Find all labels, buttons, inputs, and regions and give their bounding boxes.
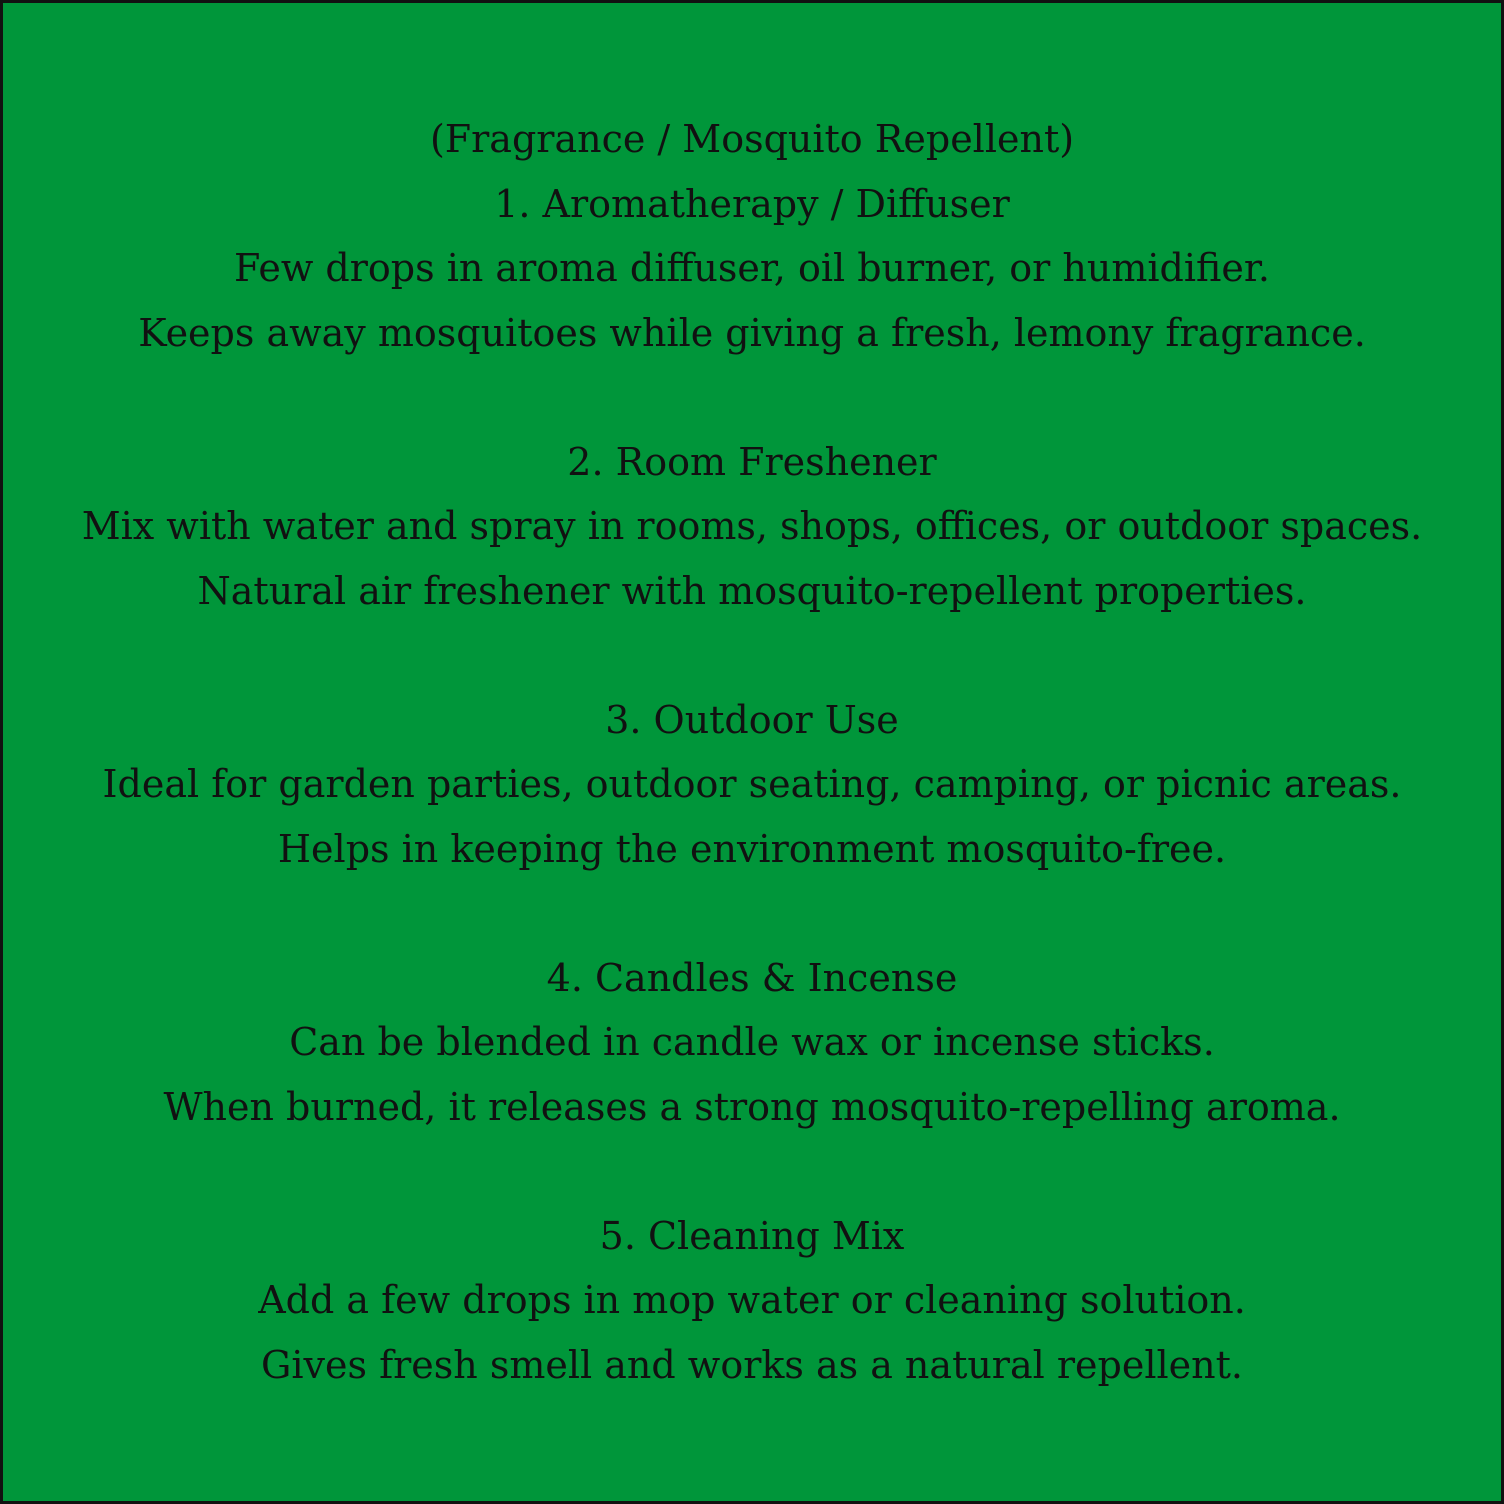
section-line: Add a few drops in mop water or cleaning solution. <box>258 1278 1246 1322</box>
section-spacer <box>3 365 1501 430</box>
usage-text-block <box>3 107 1501 1397</box>
section-spacer <box>3 1139 1501 1204</box>
section-heading-candles-incense: 4. Candles & Incense <box>546 955 958 1000</box>
section-line: Gives fresh smell and works as a natural repellent. <box>261 1342 1243 1387</box>
section-heading-room-freshener: 2. Room Freshener <box>567 439 937 484</box>
section-line: Mix with water and spray in rooms, shops, offices, or outdoor spaces. <box>81 504 1423 548</box>
section-heading-cleaning-mix: 5. Cleaning Mix <box>599 1213 905 1258</box>
section-line: Natural air freshener with mosquito-repellent properties. <box>197 568 1307 613</box>
document-title: (Fragrance / Mosquito Repellent) <box>429 117 1075 161</box>
section-spacer <box>3 623 1501 688</box>
section-heading-outdoor-use: 3. Outdoor Use <box>605 697 899 742</box>
section-line: Keeps away mosquitoes while giving a fresh, lemony fragrance. <box>138 310 1366 355</box>
section-line: Can be blended in candle wax or incense sticks. <box>289 1020 1215 1064</box>
section-heading-aromatherapy: 1. Aromatherapy / Diffuser <box>494 181 1010 226</box>
section-spacer <box>3 881 1501 946</box>
section-line: Ideal for garden parties, outdoor seating, camping, or picnic areas. <box>102 762 1402 806</box>
section-line: Few drops in aroma diffuser, oil burner, or humidifier. <box>234 246 1270 290</box>
section-line: Helps in keeping the environment mosquito-free. <box>277 826 1227 871</box>
section-line: When burned, it releases a strong mosquito-repelling aroma. <box>163 1084 1341 1129</box>
